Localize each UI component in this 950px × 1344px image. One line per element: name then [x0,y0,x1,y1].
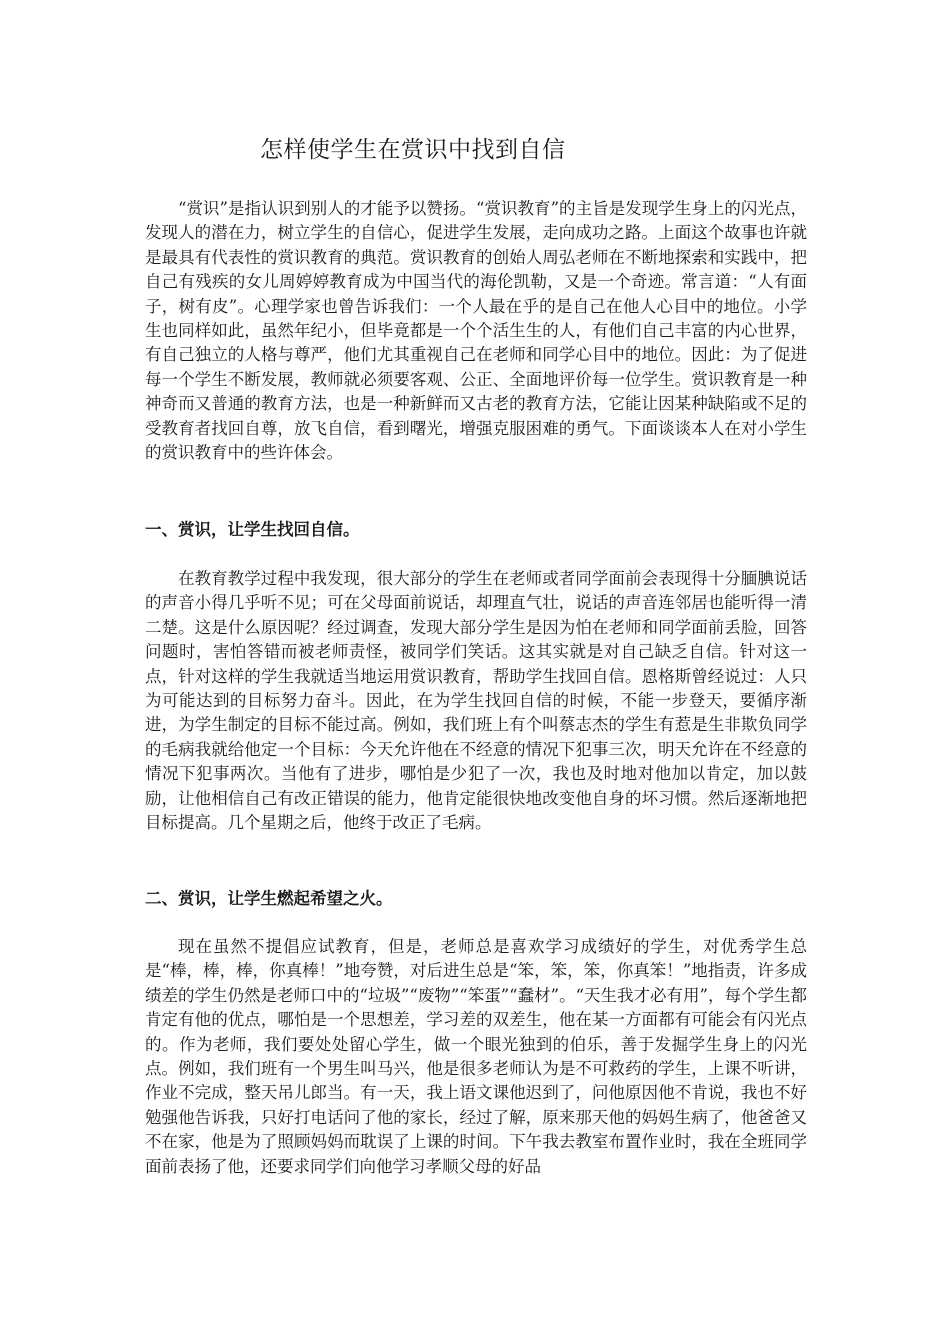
section-2-paragraph: 现在虽然不提倡应试教育，但是，老师总是喜欢学习成绩好的学生，对优秀学生总是“棒，棒，棒，你真棒！”地夸赞，对后进生总是“笨，笨，笨，你真笨！”地指责，许多成绩差的学生仍然是老师口中的“垃圾”“废物”“笨蛋”“蠢材”。“天生我才必有用”，每个学生都肯定有他的优点，哪怕是一个思想差，学习差的双差生，他在某一方面都有可能会有闪光点的。作为老师，我们要处处留心学生，做一个眼光独到的伯乐，善于发掘学生身上的闪光点。例如，我们班有一个男生叫马兴，他是很多老师认为是不可救药的学生，上课不听讲，作业不完成，整天吊儿郎当。有一天，我上语文课他迟到了，问他原因他不肯说，我也不好勉强他告诉我，只好打电话问了他的家长，经过了解，原来那天他的妈妈生病了，他爸爸又不在家，他是为了照顾妈妈而耽误了上课的时间。下午我去教室布置作业时，我在全班同学面前表扬了他，还要求同学们向他学习孝顺父母的好品 [145,937,807,1176]
intro-paragraph: “赏识”是指认识到别人的才能予以赞扬。“赏识教育”的主旨是发现学生身上的闪光点，发现人的潜在力，树立学生的自信心，促进学生发展，走向成功之路。上面这个故事也许就是最具有代表性的赏识教育的典范。赏识教育的创始人周弘老师在不断地探索和实践中，把自己有残疾的女儿周婷婷教育成为中国当代的海伦凯勒，又是一个奇迹。常言道：“人有面子，树有皮”。心理学家也曾告诉我们：一个人最在乎的是自己在他人心目中的地位。小学生也同样如此，虽然年纪小，但毕竟都是一个个活生生的人，有他们自己丰富的内心世界，有自己独立的人格与尊严，他们尤其重视自己在老师和同学心目中的地位。因此：为了促进每一个学生不断发展，教师就必须要客观、公正、全面地评价每一位学生。赏识教育是一种神奇而又普通的教育方法，也是一种新鲜而又古老的教育方法，它能让因某种缺陷或不足的受教育者找回自尊，放飞自信，看到曙光，增强克服困难的勇气。下面谈谈本人在对小学生的赏识教育中的些许体会。 [145,199,807,463]
section-heading-1: 一、赏识，让学生找回自信。 [145,520,360,539]
section-1-paragraph: 在教育教学过程中我发现，很大部分的学生在老师或者同学面前会表现得十分腼腆说话的声音小得几乎听不见；可在父母面前说话，却理直气壮，说话的声音连邻居也能听得一清二楚。这是什么原因呢？经过调查，发现大部分学生是因为怕在老师和同学面前丢脸，回答问题时，害怕答错而被老师责怪，被同学们笑话。这其实就是对自己缺乏自信。针对这一点，针对这样的学生我就适当地运用赏识教育，帮助学生找回自信。恩格斯曾经说过：人只为可能达到的目标努力奋斗。因此，在为学生找回自信的时候，不能一步登天，要循序渐进，为学生制定的目标不能过高。例如，我们班上有个叫蔡志杰的学生有惹是生非欺负同学的毛病我就给他定一个目标：今天允许他在不经意的情况下犯事三次，明天允许在不经意的情况下犯事两次。当他有了进步，哪怕是少犯了一次，我也及时地对他加以肯定，加以鼓励，让他相信自己有改正错误的能力，他肯定能很快地改变他自身的坏习惯。然后逐渐地把目标提高。几个星期之后，他终于改正了毛病。 [145,569,807,833]
section-heading-2: 二、赏识，让学生燃起希望之火。 [145,889,393,908]
document-title: 怎样使学生在赏识中找到自信 [260,137,566,163]
